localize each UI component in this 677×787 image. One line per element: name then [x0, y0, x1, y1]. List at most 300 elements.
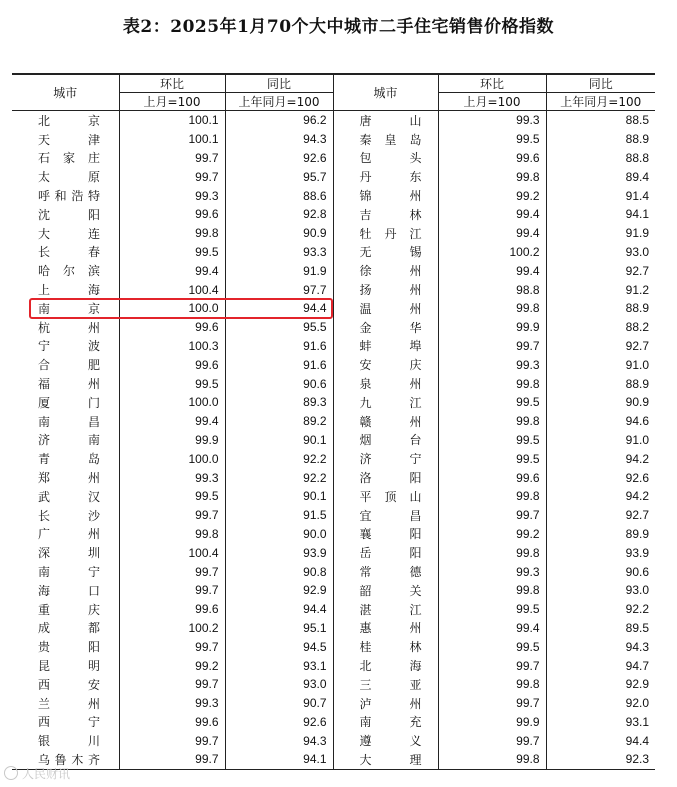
- city-name-right: [333, 355, 438, 374]
- table-row: [12, 468, 655, 487]
- mom-value-right: 99.3: [438, 562, 546, 581]
- mom-value-right: 99.5: [438, 130, 546, 149]
- city-name-left: [12, 205, 119, 224]
- yoy-value-right: 93.9: [546, 543, 655, 562]
- mom-value-right: 99.8: [438, 487, 546, 506]
- mom-value-left: 99.5: [119, 374, 225, 393]
- table-row: [12, 619, 655, 638]
- city-label: 石 家 庄: [38, 151, 100, 166]
- table-header: [12, 74, 655, 111]
- mom-value-left: 99.2: [119, 656, 225, 675]
- city-label: 蚌 埠: [359, 339, 422, 354]
- mom-value-right: 99.7: [438, 506, 546, 525]
- city-name-left: [12, 543, 119, 562]
- mom-base-label-right: 上月=100: [438, 93, 546, 111]
- table-row: [12, 656, 655, 675]
- city-label: 金 华: [359, 320, 422, 335]
- city-label: 桂 林: [359, 640, 422, 655]
- mom-value-right: 99.3: [438, 355, 546, 374]
- mom-value-right: 99.7: [438, 694, 546, 713]
- yoy-value-left: 90.1: [225, 487, 333, 506]
- yoy-value-left: 92.8: [225, 205, 333, 224]
- city-label: 九 江: [359, 395, 422, 410]
- city-label: 锦 州: [359, 189, 422, 204]
- table-row: [12, 280, 655, 299]
- city-label: 青 岛: [38, 452, 100, 467]
- city-name-right: [333, 600, 438, 619]
- table-row: [12, 355, 655, 374]
- mom-value-left: 100.1: [119, 130, 225, 149]
- city-label: 洛 阳: [359, 471, 422, 486]
- city-name-left: [12, 619, 119, 638]
- mom-value-left: 99.7: [119, 506, 225, 525]
- table-row: [12, 374, 655, 393]
- city-label: 沈 阳: [38, 207, 100, 222]
- yoy-value-left: 94.3: [225, 130, 333, 149]
- table-row: [12, 299, 655, 318]
- city-name-right: [333, 713, 438, 732]
- city-label: 上 海: [38, 283, 100, 298]
- yoy-value-left: 92.9: [225, 581, 333, 600]
- city-name-left: [12, 355, 119, 374]
- mom-value-left: 99.7: [119, 637, 225, 656]
- table-row: [12, 713, 655, 732]
- mom-value-left: 99.9: [119, 431, 225, 450]
- yoy-value-left: 94.5: [225, 637, 333, 656]
- city-name-left: [12, 637, 119, 656]
- yoy-value-left: 94.3: [225, 731, 333, 750]
- mom-value-right: 99.6: [438, 468, 546, 487]
- table-row: [12, 393, 655, 412]
- mom-value-right: 99.9: [438, 318, 546, 337]
- city-name-left: [12, 506, 119, 525]
- city-name-right: [333, 318, 438, 337]
- table-row: [12, 149, 655, 168]
- city-label: 西 宁: [38, 715, 100, 730]
- city-name-right: [333, 694, 438, 713]
- mom-value-right: 100.2: [438, 243, 546, 262]
- yoy-value-left: 93.3: [225, 243, 333, 262]
- mom-value-right: 99.8: [438, 299, 546, 318]
- city-name-right: [333, 299, 438, 318]
- yoy-value-right: 93.0: [546, 243, 655, 262]
- yoy-value-right: 94.2: [546, 487, 655, 506]
- yoy-column-header-left: 同比: [225, 74, 333, 93]
- city-label: 昆 明: [38, 659, 100, 673]
- city-label: 武 汉: [38, 489, 100, 504]
- city-name-right: [333, 167, 438, 186]
- yoy-value-left: 95.7: [225, 167, 333, 186]
- yoy-value-right: 92.0: [546, 694, 655, 713]
- mom-value-right: 99.4: [438, 261, 546, 280]
- city-name-right: [333, 656, 438, 675]
- city-name-left: [12, 694, 119, 713]
- city-label: 西 安: [38, 677, 100, 692]
- table-row: [12, 111, 655, 130]
- city-name-left: [12, 431, 119, 450]
- city-label: 呼 和 浩 特: [38, 189, 100, 204]
- city-name-left: [12, 562, 119, 581]
- yoy-value-left: 88.6: [225, 186, 333, 205]
- city-label: 吉 林: [359, 207, 422, 222]
- city-name-right: [333, 186, 438, 205]
- yoy-column-header-right: 同比: [546, 74, 655, 93]
- city-label: 杭 州: [38, 320, 100, 335]
- yoy-value-right: 90.9: [546, 393, 655, 412]
- table-row: [12, 412, 655, 431]
- city-name-left: [12, 468, 119, 487]
- mom-value-right: 99.9: [438, 713, 546, 732]
- city-label: 秦 皇 岛: [359, 132, 422, 147]
- mom-value-left: 99.6: [119, 318, 225, 337]
- city-label: 常 德: [359, 565, 422, 580]
- city-label: 银 川: [38, 734, 100, 749]
- city-label: 岳 阳: [359, 546, 422, 561]
- city-name-right: [333, 130, 438, 149]
- yoy-base-label-right: 上年同月=100: [546, 93, 655, 111]
- mom-value-right: 99.8: [438, 581, 546, 600]
- city-name-left: [12, 149, 119, 168]
- yoy-value-right: 88.8: [546, 149, 655, 168]
- table-row: [12, 167, 655, 186]
- table-row: [12, 562, 655, 581]
- city-label: 重 庆: [38, 602, 100, 617]
- city-label: 深 圳: [38, 546, 100, 561]
- city-label: 大 连: [38, 226, 100, 241]
- watermark-logo-icon: [4, 766, 18, 780]
- yoy-value-right: 88.2: [546, 318, 655, 337]
- city-label: 兰 州: [38, 696, 100, 711]
- mom-value-left: 99.8: [119, 525, 225, 544]
- city-name-right: [333, 619, 438, 638]
- mom-value-left: 99.5: [119, 487, 225, 506]
- city-name-left: [12, 337, 119, 356]
- city-label: 南 京: [38, 301, 100, 316]
- mom-value-left: 100.0: [119, 393, 225, 412]
- city-name-left: [12, 675, 119, 694]
- city-label: 温 州: [359, 301, 422, 316]
- city-name-left: [12, 600, 119, 619]
- city-column-header-right: 城市: [333, 74, 438, 111]
- city-column-header-left: 城市: [12, 74, 119, 111]
- mom-value-right: 99.2: [438, 525, 546, 544]
- mom-value-left: 99.7: [119, 167, 225, 186]
- city-label: 无 锡: [359, 245, 422, 260]
- city-label: 大 理: [359, 752, 422, 767]
- city-name-right: [333, 280, 438, 299]
- mom-value-left: 99.6: [119, 713, 225, 732]
- table-row: [12, 130, 655, 149]
- mom-value-right: 99.5: [438, 393, 546, 412]
- city-name-right: [333, 412, 438, 431]
- mom-value-left: 99.7: [119, 731, 225, 750]
- city-name-right: [333, 543, 438, 562]
- yoy-value-right: 88.9: [546, 299, 655, 318]
- mom-value-left: 99.3: [119, 694, 225, 713]
- city-name-right: [333, 449, 438, 468]
- yoy-value-right: 94.3: [546, 637, 655, 656]
- city-name-left: [12, 224, 119, 243]
- yoy-value-left: 89.3: [225, 393, 333, 412]
- city-name-left: [12, 186, 119, 205]
- table-row: [12, 449, 655, 468]
- mom-value-right: 99.7: [438, 656, 546, 675]
- yoy-value-left: 90.9: [225, 224, 333, 243]
- mom-value-right: 99.4: [438, 205, 546, 224]
- table-row: [12, 543, 655, 562]
- city-label: 天 津: [38, 132, 100, 147]
- city-name-right: [333, 337, 438, 356]
- city-name-left: [12, 111, 119, 130]
- mom-value-right: 99.4: [438, 619, 546, 638]
- mom-column-header-right: 环比: [438, 74, 546, 93]
- mom-value-left: 99.4: [119, 261, 225, 280]
- mom-value-right: 99.5: [438, 600, 546, 619]
- yoy-value-right: 94.4: [546, 731, 655, 750]
- city-label: 太 原: [38, 170, 100, 185]
- city-label: 丹 东: [359, 170, 422, 185]
- table-body: [12, 111, 655, 770]
- city-label: 泸 州: [359, 696, 422, 711]
- yoy-value-right: 89.9: [546, 525, 655, 544]
- yoy-base-label-left: 上年同月=100: [225, 93, 333, 111]
- yoy-value-right: 92.2: [546, 600, 655, 619]
- city-label: 成 都: [38, 621, 100, 636]
- city-label: 厦 门: [38, 395, 100, 410]
- mom-value-right: 99.5: [438, 431, 546, 450]
- yoy-value-left: 90.8: [225, 562, 333, 581]
- city-name-right: [333, 637, 438, 656]
- city-label: 福 州: [38, 377, 100, 392]
- yoy-value-right: 94.2: [546, 449, 655, 468]
- yoy-value-left: 91.6: [225, 337, 333, 356]
- city-label: 南 充: [359, 715, 422, 730]
- city-label: 南 宁: [38, 565, 100, 580]
- city-name-right: [333, 374, 438, 393]
- table-title: 表2：2025年1月70个大中城市二手住宅销售价格指数: [122, 17, 555, 37]
- table-row: [12, 525, 655, 544]
- price-index-table: [12, 73, 655, 770]
- yoy-value-right: 92.7: [546, 506, 655, 525]
- city-label: 泉 州: [359, 377, 422, 392]
- table-row: [12, 600, 655, 619]
- mom-value-left: 99.7: [119, 581, 225, 600]
- city-name-right: [333, 431, 438, 450]
- table-row: [12, 750, 655, 769]
- city-name-left: [12, 487, 119, 506]
- city-label: 北 京: [38, 113, 100, 128]
- yoy-value-left: 96.2: [225, 111, 333, 130]
- mom-value-right: 99.5: [438, 449, 546, 468]
- mom-value-left: 99.6: [119, 600, 225, 619]
- mom-value-left: 99.7: [119, 562, 225, 581]
- yoy-value-left: 91.5: [225, 506, 333, 525]
- mom-value-right: 99.4: [438, 224, 546, 243]
- yoy-value-left: 95.5: [225, 318, 333, 337]
- table-row: [12, 506, 655, 525]
- city-name-right: [333, 506, 438, 525]
- yoy-value-right: 91.2: [546, 280, 655, 299]
- yoy-value-right: 91.0: [546, 355, 655, 374]
- city-name-right: [333, 525, 438, 544]
- city-label: 襄 阳: [359, 527, 422, 542]
- mom-value-left: 99.4: [119, 412, 225, 431]
- table-row: [12, 694, 655, 713]
- yoy-value-left: 90.0: [225, 525, 333, 544]
- yoy-value-right: 88.9: [546, 130, 655, 149]
- city-label: 合 肥: [38, 358, 100, 373]
- city-name-right: [333, 205, 438, 224]
- yoy-value-left: 91.6: [225, 355, 333, 374]
- city-label: 南 昌: [38, 414, 100, 429]
- city-label: 海 口: [38, 583, 100, 598]
- yoy-value-left: 92.6: [225, 713, 333, 732]
- yoy-value-left: 92.2: [225, 449, 333, 468]
- yoy-value-right: 93.1: [546, 713, 655, 732]
- table-row: [12, 487, 655, 506]
- mom-value-right: 99.8: [438, 675, 546, 694]
- city-name-left: [12, 412, 119, 431]
- city-label: 徐 州: [359, 264, 422, 279]
- mom-value-right: 98.8: [438, 280, 546, 299]
- yoy-value-left: 90.1: [225, 431, 333, 450]
- city-name-right: [333, 224, 438, 243]
- city-label: 济 南: [38, 433, 100, 448]
- city-name-left: [12, 393, 119, 412]
- mom-value-left: 99.7: [119, 675, 225, 694]
- city-label: 乌 鲁 木 齐: [38, 752, 100, 767]
- yoy-value-left: 94.1: [225, 750, 333, 769]
- mom-value-left: 99.5: [119, 243, 225, 262]
- city-name-left: [12, 243, 119, 262]
- city-name-left: [12, 581, 119, 600]
- table-row: [12, 581, 655, 600]
- mom-value-right: 99.7: [438, 337, 546, 356]
- yoy-value-left: 92.6: [225, 149, 333, 168]
- city-label: 湛 江: [359, 602, 422, 617]
- mom-value-right: 99.2: [438, 186, 546, 205]
- yoy-value-left: 97.7: [225, 280, 333, 299]
- city-name-left: [12, 374, 119, 393]
- city-name-left: [12, 449, 119, 468]
- mom-value-right: 99.7: [438, 731, 546, 750]
- city-label: 赣 州: [359, 414, 422, 429]
- yoy-value-left: 93.9: [225, 543, 333, 562]
- city-name-right: [333, 731, 438, 750]
- yoy-value-left: 89.2: [225, 412, 333, 431]
- mom-value-left: 99.6: [119, 205, 225, 224]
- city-label: 烟 台: [359, 433, 422, 448]
- mom-value-right: 99.8: [438, 543, 546, 562]
- city-name-left: [12, 280, 119, 299]
- yoy-value-right: 92.3: [546, 750, 655, 769]
- city-name-right: [333, 562, 438, 581]
- city-label: 长 沙: [38, 508, 100, 523]
- city-label: 惠 州: [359, 621, 422, 636]
- yoy-value-right: 94.6: [546, 412, 655, 431]
- mom-value-left: 100.0: [119, 449, 225, 468]
- mom-value-right: 99.6: [438, 149, 546, 168]
- city-name-left: [12, 130, 119, 149]
- city-name-right: [333, 487, 438, 506]
- yoy-value-left: 94.4: [225, 299, 333, 318]
- city-label: 扬 州: [359, 283, 422, 298]
- table-row: [12, 731, 655, 750]
- city-label: 安 庆: [359, 358, 422, 373]
- yoy-value-right: 92.9: [546, 675, 655, 694]
- city-label: 平 顶 山: [359, 489, 422, 504]
- yoy-value-right: 92.6: [546, 468, 655, 487]
- city-name-left: [12, 656, 119, 675]
- watermark: [4, 763, 100, 783]
- city-label: 哈 尔 滨: [38, 264, 100, 279]
- table-row: [12, 186, 655, 205]
- yoy-value-right: 93.0: [546, 581, 655, 600]
- mom-value-left: 99.8: [119, 224, 225, 243]
- yoy-value-right: 92.7: [546, 261, 655, 280]
- mom-value-left: 100.2: [119, 619, 225, 638]
- yoy-value-left: 92.2: [225, 468, 333, 487]
- city-name-right: [333, 581, 438, 600]
- yoy-value-left: 93.0: [225, 675, 333, 694]
- city-label: 长 春: [38, 245, 100, 260]
- city-label: 宁 波: [38, 339, 100, 354]
- city-label: 三 亚: [359, 677, 422, 692]
- yoy-value-right: 92.7: [546, 337, 655, 356]
- city-name-right: [333, 111, 438, 130]
- mom-value-left: 99.3: [119, 468, 225, 487]
- mom-value-left: 99.7: [119, 750, 225, 769]
- yoy-value-right: 88.5: [546, 111, 655, 130]
- table-row: [12, 337, 655, 356]
- city-label: 贵 阳: [38, 640, 100, 655]
- yoy-value-left: 93.1: [225, 656, 333, 675]
- mom-value-right: 99.3: [438, 111, 546, 130]
- city-name-right: [333, 149, 438, 168]
- mom-value-left: 99.7: [119, 149, 225, 168]
- city-label: 牡 丹 江: [359, 226, 422, 241]
- yoy-value-right: 91.9: [546, 224, 655, 243]
- city-name-left: [12, 299, 119, 318]
- yoy-value-right: 91.0: [546, 431, 655, 450]
- yoy-value-left: 91.9: [225, 261, 333, 280]
- table-row: [12, 261, 655, 280]
- mom-column-header-left: 环比: [119, 74, 225, 93]
- city-name-left: [12, 731, 119, 750]
- yoy-value-right: 94.7: [546, 656, 655, 675]
- city-label: 郑 州: [38, 471, 100, 486]
- city-name-left: [12, 713, 119, 732]
- yoy-value-left: 90.6: [225, 374, 333, 393]
- mom-value-right: 99.8: [438, 167, 546, 186]
- mom-base-label-left: 上月=100: [119, 93, 225, 111]
- city-label: 唐 山: [359, 113, 422, 128]
- city-label: 济 宁: [359, 452, 422, 467]
- yoy-value-right: 89.4: [546, 167, 655, 186]
- city-label: 遵 义: [359, 734, 422, 749]
- mom-value-left: 100.4: [119, 543, 225, 562]
- yoy-value-left: 94.4: [225, 600, 333, 619]
- mom-value-left: 100.0: [119, 299, 225, 318]
- mom-value-left: 99.3: [119, 186, 225, 205]
- mom-value-right: 99.5: [438, 637, 546, 656]
- mom-value-left: 100.3: [119, 337, 225, 356]
- city-label: 包 头: [359, 151, 422, 166]
- yoy-value-left: 90.7: [225, 694, 333, 713]
- yoy-value-right: 88.9: [546, 374, 655, 393]
- mom-value-left: 100.4: [119, 280, 225, 299]
- mom-value-left: 99.6: [119, 355, 225, 374]
